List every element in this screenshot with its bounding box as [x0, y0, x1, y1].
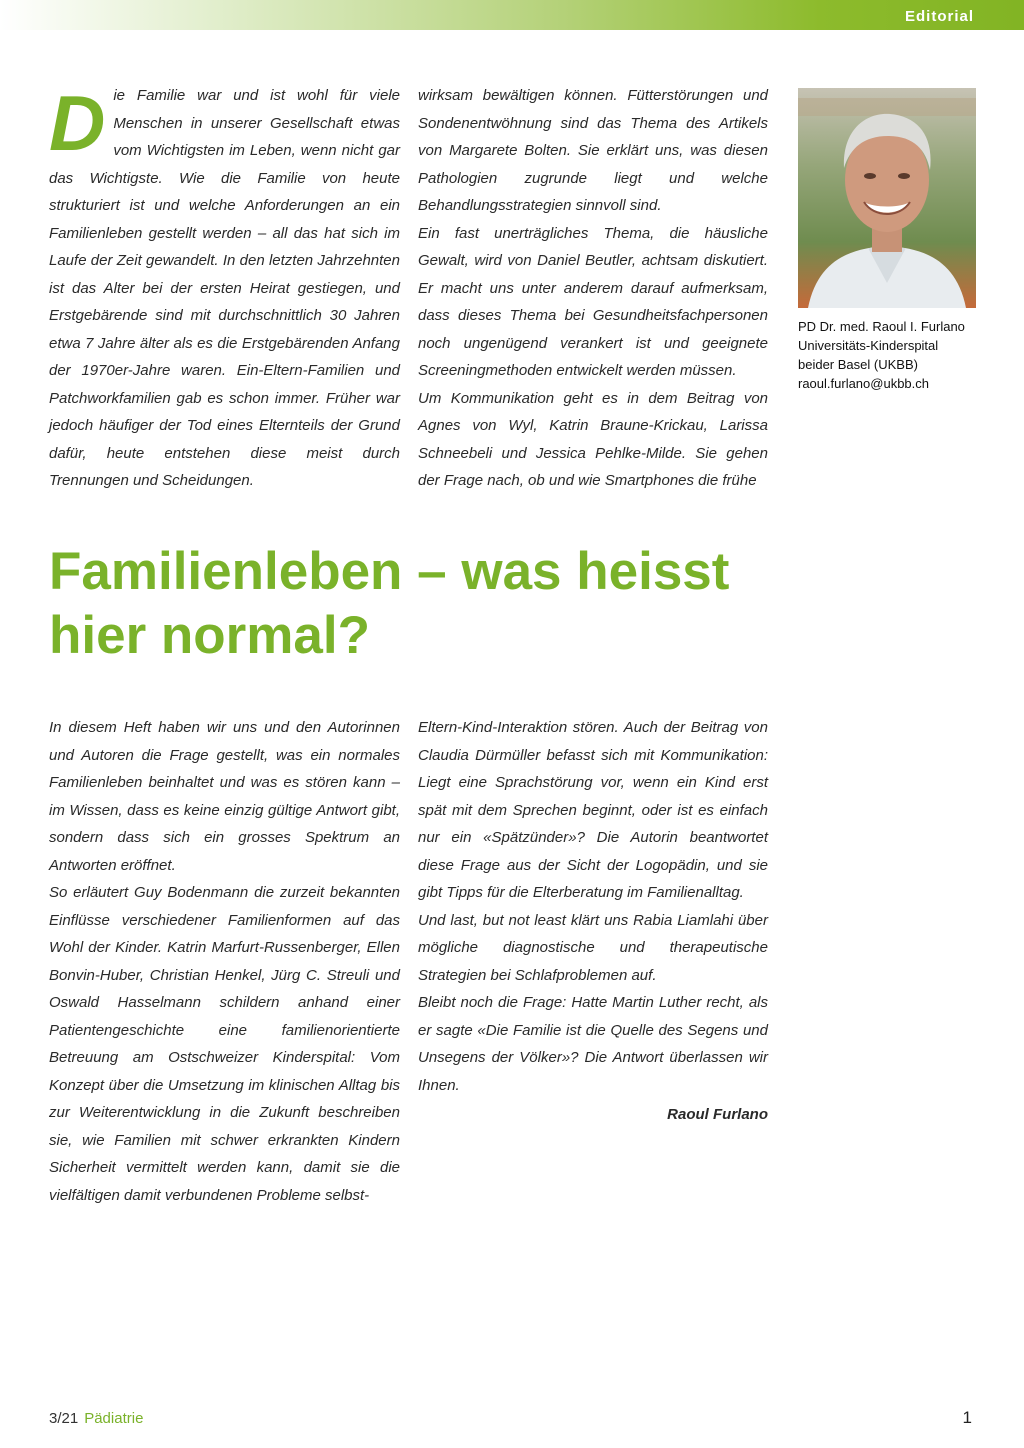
intro-left-text: ie Familie war und ist wohl für viele Menschen in unserer Gesellschaft etwas vom Wichtigsten im Leben, wenn nicht gar das Wichtigste. Wie die Familie von heute strukturiert ist und welche Anforderungen an ein Familienleben gestellt werden – all das hat sich im Laufe der Zeit gewandelt. In den letzten Jahrzehnten ist das Alter bei der ersten Heirat gestiegen, und Erstgebärende sind mit durchschnittlich 30 Jahren etwa 7 Jahre älter als es die Erstgebärenden Anfang der 1970er-Jahre waren. Ein-Eltern-Familien und Patchworkfamilien gab es schon immer. Früher war jedoch häufiger der Tod eines Elternteils der Grund dafür, heute entstehen diese meist durch Trennungen und Scheidungen. [49, 87, 400, 489]
body-left-paragraph-2: So erläutert Guy Bodenmann die zurzeit bekannten Einflüsse verschiedener Familienformen auf das Wohl der Kinder. Katrin Marfurt-Russenberger, Ellen Bonvin-Huber, Christian Henkel, Jürg C. Streuli und Oswald Hasselmann schildern anhand einer Patientengeschichte eine familienorientierte Betreuung am Ostschweizer Kinderspital: Vom Konzept über die Umsetzung im klinischen Alltag bis zur Weiterentwicklung in die Zukunft beschreiben sie, wie Familien mit schwer erkrankten Kindern Sicherheit vermittelt werden kann, damit sie die vielfältigen damit verbundenen Probleme selbst- [49, 884, 400, 1204]
signature: Raoul Furlano [667, 1106, 768, 1123]
header-bar [0, 0, 1024, 30]
body-right-paragraph-2: Und last, but not least klärt uns Rabia Liamlahi über mögliche diagnostische und therapeutische Strategien bei Schlafproblemen auf. [418, 911, 768, 984]
page-number: 1 [962, 1408, 972, 1427]
body-right-column [418, 714, 768, 1129]
intro-left-paragraph [49, 79, 400, 495]
author-institution-line2: beider Basel (UKBB) [798, 357, 918, 372]
body-right-paragraph-3: Bleibt noch die Frage: Hatte Martin Luther recht, als er sagte «Die Familie ist die Quelle des Segens und Unsegens der Völker»? Die Antwort überlassen wir Ihnen. [418, 994, 768, 1094]
drop-cap: D [49, 79, 106, 167]
issue-number: 3/21 [49, 1410, 79, 1427]
author-portrait-illustration [798, 88, 976, 308]
body-left-paragraph-1: In diesem Heft haben wir uns und den Autorinnen und Autoren die Frage gestellt, was ein normales Familienleben beinhaltet und was es stören kann – im Wissen, dass es keine einzig gültige Antwort gibt, sondern dass sich ein grosses Spektrum an Antworten eröffnet. [49, 719, 400, 874]
intro-left-column [49, 79, 400, 495]
intro-right-paragraph-1: wirksam bewältigen können. Fütterstörungen und Sondenentwöhnung sind das Thema des Artikels von Margarete Bolten. Sie erklärt uns, was diesen Pathologien zugrunde liegt und welche Behandlungsstrategien sinnvoll sind. [418, 87, 768, 214]
intro-right-column [418, 82, 768, 495]
author-name: PD Dr. med. Raoul I. Furlano [798, 319, 965, 334]
magazine-name: Pädiatrie [84, 1410, 144, 1427]
intro-right-paragraph-2: Ein fast unerträgliches Thema, die häusliche Gewalt, wird von Daniel Beutler, achtsam diskutiert. Er macht uns unter anderem darauf aufmerksam, dass dieses Thema bei Gesundheitsfachpersonen noch ungenügend verankert ist und geeignete Screeningmethoden entwickelt werden müssen. [418, 224, 768, 379]
section-label: Editorial [904, 8, 974, 25]
article-headline: Familienleben – was heisst hier normal? [49, 542, 730, 665]
footer-issue [49, 1410, 143, 1427]
body-right-paragraph-1: Eltern-Kind-Interaktion stören. Auch der Beitrag von Claudia Dürmüller befasst sich mit Kommunikation: Liegt eine Sprachstörung vor, wenn ein Kind erst spät mit dem Sprechen beginnt, oder ist es einfach nur ein «Spätzünder»? Die Autorin beantwortet diese Frage aus der Sicht der Logopädin, und sie gibt Tipps für die Elterberatung im Familienalltag. [418, 719, 768, 901]
author-photo [798, 88, 976, 308]
author-email: raoul.furlano@ukbb.ch [798, 376, 929, 391]
author-caption [798, 317, 998, 393]
body-left-column [49, 714, 400, 1209]
intro-right-paragraph-3: Um Kommunikation geht es in dem Beitrag von Agnes von Wyl, Katrin Braune-Krickau, Larissa Schneebeli und Jessica Pehlke-Milde. Sie gehen der Frage nach, ob und wie Smartphones die frühe [418, 389, 768, 489]
author-institution-line1: Universitäts-Kinderspital [798, 338, 939, 353]
